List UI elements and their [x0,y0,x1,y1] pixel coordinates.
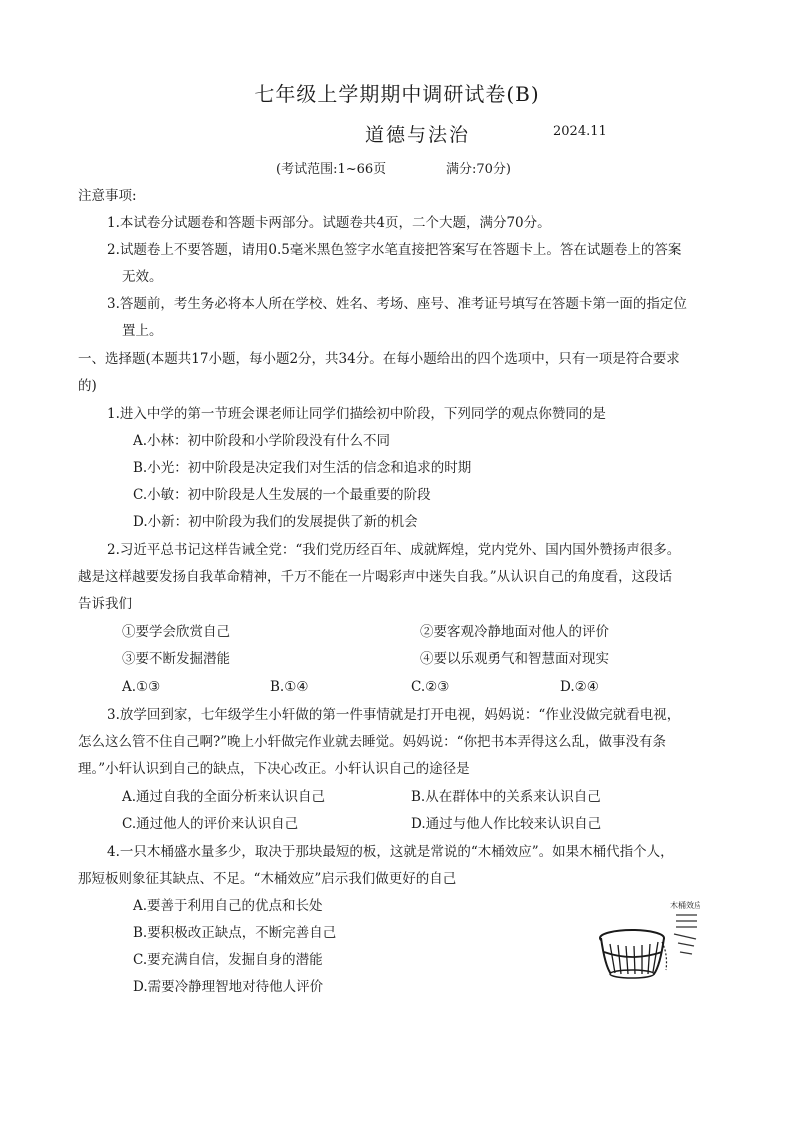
q1-stem: 1.进入中学的第一节班会课老师让同学们描绘初中阶段，下列同学的观点你赞同的是 [107,406,606,422]
q4-option-a: A.要善于利用自己的优点和长处 [133,898,323,914]
q2-option-c: C.②③ [411,679,450,695]
section-1-heading-line1: 一、选择题(本题共17小题，每小题2分，共34分。在每小题给出的四个选项中，只有一项是符合要求 [78,351,680,367]
exam-title: 七年级上学期期中调研试卷(B) [254,82,540,106]
section-1-heading-line2: 的) [78,378,97,394]
q2-stem-line2: 越是这样越要发扬自我革命精神，千万不能在一片喝彩声中迷失自我。”从认识自己的角度看，这段话 [78,569,673,585]
q4-option-d: D.需要冷静理智地对待他人评价 [133,979,324,995]
q4-option-b: B.要积极改正缺点，不断完善自己 [133,925,337,941]
q2-stem-line1: 2.习近平总书记这样告诫全党：“我们党历经百年、成就辉煌，党内党外、国内国外赞扬声很多。 [107,542,681,558]
q1-option-a: A.小林：初中阶段和小学阶段没有什么不同 [133,433,391,449]
barrel-drawing [596,894,700,986]
q2-option-a: A.①③ [122,679,161,695]
q2-statement-3: ③要不断发掘潜能 [122,651,230,667]
q1-option-b: B.小光：初中阶段是决定我们对生活的信念和追求的时期 [133,460,472,476]
barrel-caption: 木桶效应 [670,901,700,910]
barrel-caption-scribble [674,915,697,954]
q2-statement-1: ①要学会欣赏自己 [122,624,230,640]
exam-scope: (考试范围:1~66页 [276,162,387,177]
q2-option-b: B.①④ [270,679,309,695]
note-3-line2: 置上。 [122,323,163,339]
wooden-barrel-illustration [596,894,700,986]
barrel-base [610,970,654,978]
q3-option-d: D.通过与他人作比较来认识自己 [411,816,602,832]
subject-title: 道德与法治 [365,124,471,146]
q4-option-c: C.要充满自信，发掘自身的潜能 [133,952,323,968]
q3-option-b: B.从在群体中的关系来认识自己 [411,789,601,805]
q1-option-d: D.小新：初中阶段为我们的发展提供了新的机会 [133,514,418,530]
barrel-body [601,938,664,974]
note-2-line2: 无效。 [122,269,163,285]
note-2-line1: 2.试题卷上不要答题，请用0.5毫米黑色签字水笔直接把答案写在答题卡上。答在试题卷上的答案 [107,242,682,258]
q3-option-c: C.通过他人的评价来认识自己 [122,816,299,832]
q3-stem-line2: 怎么这么管不住自己啊?”晚上小轩做完作业就去睡觉。妈妈说：“你把书本弄得这么乱，做事没有条 [78,734,667,750]
q3-stem-line1: 3.放学回到家，七年级学生小轩做的第一件事情就是打开电视，妈妈说：“作业没做完就看电视， [107,707,681,723]
q3-option-a: A.通过自我的全面分析来认识自己 [122,789,326,805]
q4-stem-line1: 4.一只木桶盛水量多少，取决于那块最短的板，这就是常说的“木桶效应”。如果木桶代指个人， [107,844,674,860]
q4-stem-line2: 那短板则象征其缺点、不足。“木桶效应”启示我们做更好的自己 [78,871,457,887]
note-1: 1.本试卷分试题卷和答题卡两部分。试题卷共4页，二个大题，满分70分。 [107,215,551,231]
exam-score: 满分:70分) [446,162,511,177]
q2-statement-2: ②要客观冷静地面对他人的评价 [420,624,609,640]
q2-statement-4: ④要以乐观勇气和智慧面对现实 [420,651,609,667]
q1-option-c: C.小敏：初中阶段是人生发展的一个最重要的阶段 [133,487,431,503]
exam-date: 2024.11 [553,124,607,139]
q3-stem-line3: 理。”小轩认识到自己的缺点，下决心改正。小轩认识自己的途径是 [78,761,470,777]
q2-option-d: D.②④ [560,679,599,695]
note-3-line1: 3.答题前，考生务必将本人所在学校、姓名、考场、座号、准考证号填写在答题卡第一面的指定位 [107,296,687,312]
q2-stem-line3: 告诉我们 [78,596,132,612]
notes-heading: 注意事项: [78,188,137,204]
